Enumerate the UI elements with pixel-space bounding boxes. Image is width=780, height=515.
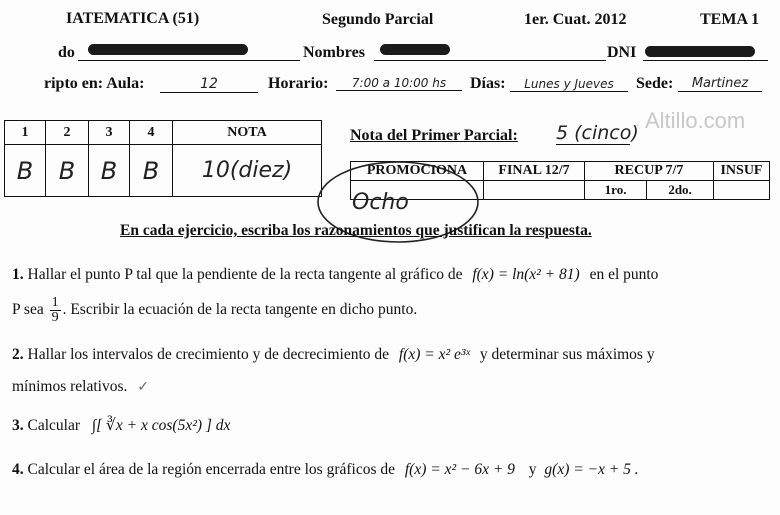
question-4-text: Calcular el área de la región encerrada entre los gráficos de <box>27 461 395 478</box>
question-4 <box>12 461 639 479</box>
grade-value-4: B <box>130 145 173 197</box>
sede-value: Martinez <box>678 76 762 92</box>
nombres-line <box>374 60 606 61</box>
status-header-promociona: PROMOCIONA <box>351 162 484 181</box>
checkmark-icon: ✓ <box>137 379 149 395</box>
grade-header-1: 1 <box>5 121 46 145</box>
grade-value-nota: 10(diez) <box>173 145 322 197</box>
exam-title: Segundo Parcial <box>322 11 434 28</box>
question-3-formula: ∫[ ∛x + x cos(5x²) ] dx <box>91 417 231 434</box>
question-3 <box>12 416 230 435</box>
instruction: En cada ejercicio, escriba los razonamientos que justifican la respuesta. <box>120 222 592 239</box>
status-header-insuf: INSUF <box>713 162 769 181</box>
dias-value: Lunes y Jueves <box>510 77 628 92</box>
grade-value-2: B <box>46 145 89 197</box>
sede-label: Sede: <box>636 75 674 92</box>
status-cell-final <box>484 181 585 200</box>
redaction-nombres <box>380 44 450 55</box>
status-header-final: FINAL 12/7 <box>484 162 585 181</box>
first-partial-label: Nota del Primer Parcial: <box>350 127 518 144</box>
exam-tema: TEMA 1 <box>700 11 760 28</box>
grades-table <box>4 120 322 197</box>
grades-header-row <box>5 121 322 145</box>
question-2-formula: f(x) = x² e³ˣ <box>398 346 470 363</box>
question-1-number: 1. <box>12 266 24 283</box>
course-title: IATEMATICA (51) <box>66 10 200 27</box>
grade-header-4: 4 <box>130 121 173 145</box>
grade-header-nota: NOTA <box>173 121 322 145</box>
status-header-recup: RECUP 7/7 <box>585 162 714 181</box>
question-4-number: 4. <box>12 461 24 478</box>
dias-label: Días: <box>470 75 506 92</box>
fraction-denominator: 9 <box>51 310 59 325</box>
aula-value: 12 <box>160 76 258 93</box>
grade-header-3: 3 <box>89 121 130 145</box>
grades-value-row <box>5 145 322 197</box>
horario-value: 7:00 a 10:00 hs <box>336 76 462 91</box>
question-1-formula: f(x) = ln(x² + 81) <box>472 266 580 283</box>
apellido-line <box>78 60 300 61</box>
question-2 <box>12 346 655 364</box>
dni-line <box>643 60 768 61</box>
question-1-cont <box>12 296 417 325</box>
watermark: Altillo.com <box>645 108 746 133</box>
promociona-mark: Ocho <box>352 190 409 215</box>
first-partial-value: 5 (cinco) <box>556 122 639 144</box>
question-4-formula-f: f(x) = x² − 6x + 9 <box>404 461 515 478</box>
question-1 <box>12 266 658 284</box>
question-1-text: Hallar el punto P tal que la pendiente de la recta tangente al gráfico de <box>27 266 463 283</box>
horario-label: Horario: <box>268 75 329 92</box>
question-1-text-d: . Escribir la ecuación de la recta tangente en dicho punto. <box>62 301 418 319</box>
fraction-numerator: 1 <box>51 295 59 310</box>
question-1-text-b: en el punto <box>589 266 659 283</box>
redaction-dni <box>645 46 755 57</box>
status-sub-2do: 2do. <box>647 181 714 200</box>
question-1-text-c: P sea <box>12 301 44 319</box>
grade-value-3: B <box>89 145 130 197</box>
question-2-cont <box>12 378 149 396</box>
grade-value-1: B <box>5 145 46 197</box>
question-2-number: 2. <box>12 346 24 363</box>
exam-period: 1er. Cuat. 2012 <box>524 11 627 28</box>
dni-label: DNI <box>607 44 637 61</box>
grade-header-2: 2 <box>46 121 89 145</box>
aula-label: ripto en: Aula: <box>44 75 145 92</box>
question-2-text-c: mínimos relativos. <box>12 378 128 395</box>
apellido-label: do <box>58 44 75 61</box>
question-1-fraction <box>50 296 61 325</box>
question-2-text: Hallar los intervalos de crecimiento y de decrecimiento de <box>27 346 390 363</box>
status-sub-1ro: 1ro. <box>585 181 647 200</box>
nombres-label: Nombres <box>303 44 365 61</box>
status-cell-insuf <box>713 181 769 200</box>
question-2-text-b: y determinar sus máximos y <box>479 346 655 363</box>
question-3-number: 3. <box>12 417 24 434</box>
question-4-and: y <box>528 461 537 478</box>
question-3-text: Calcular <box>27 417 81 434</box>
question-4-formula-g: g(x) = −x + 5 . <box>544 461 639 478</box>
redaction-apellido <box>88 44 248 55</box>
